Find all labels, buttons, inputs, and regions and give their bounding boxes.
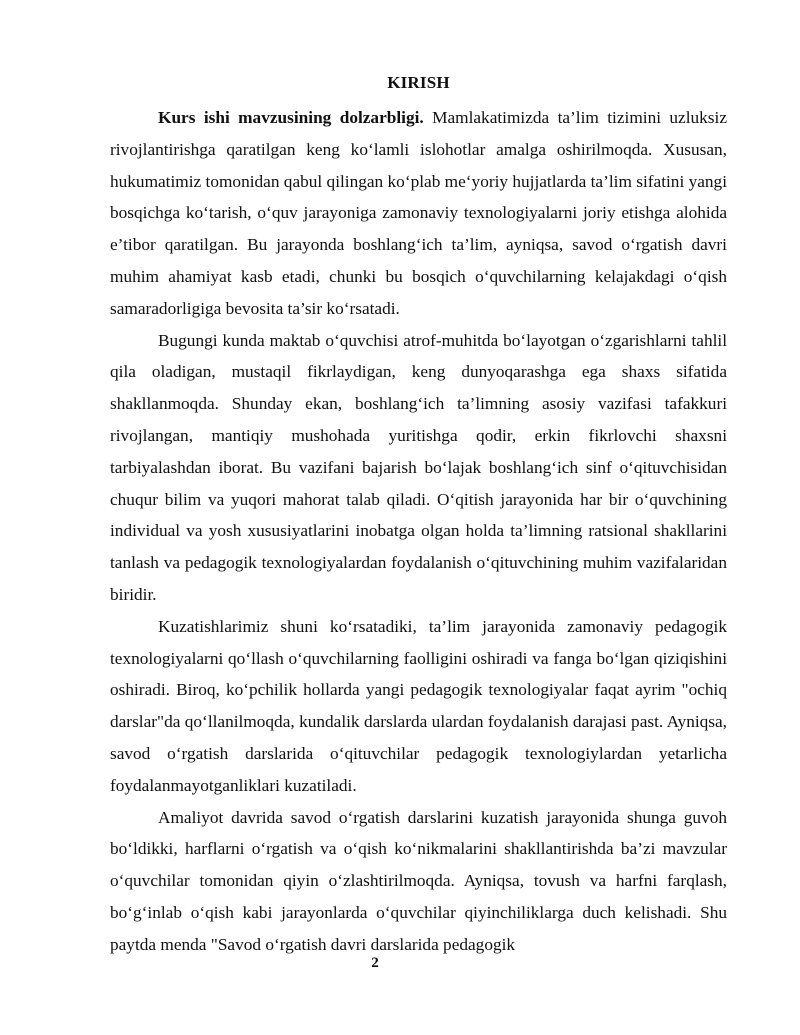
paragraph-text: Kuzatishlarimiz shuni ko‘rsatadiki, ta’lim jarayonida zamonaviy pedagogik texnologiyalarni qo‘llash o‘quvchilarning faolligini oshiradi va fanga bo‘lgan qiziqishini oshiradi. Biroq, ko‘pchilik hollarda yangi pedagogik texnologiyalar faqat ayrim "ochiq darslar"da qo‘llanilmoqda, kundalik darslarda ulardan foydalanish darajasi past. Ayniqsa, savod o‘rgatish darslarida o‘qituvchilar pedagogik texnologiylardan yetarlicha foydalanmayotganliklari kuzatiladi. <box>110 616 727 795</box>
paragraph-3 <box>110 611 727 802</box>
paragraph-text: Mamlakatimizda ta’lim tizimini uzluksiz rivojlantirishga qaratilgan keng ko‘lamli islohotlar amalga oshirilmoqda. Xususan, hukumatimiz tomonidan qabul qilingan ko‘plab me‘yoriy hujjatlarda ta’lim sifatini yangi bosqichga ko‘tarish, o‘quv jarayoniga zamonaviy texnologiyalarni joriy etishga alohida e’tibor qaratilgan. Bu jarayonda boshlang‘ich ta’lim, ayniqsa, savod o‘rgatish davri muhim ahamiyat kasb etadi, chunki bu bosqich o‘quvchilarning kelajakdagi o‘qish samaradorligiga bevosita ta’sir ko‘rsatadi. <box>110 108 727 318</box>
document-page <box>110 70 727 961</box>
paragraph-2 <box>110 325 727 611</box>
paragraph-text: Amaliyot davrida savod o‘rgatish darslarini kuzatish jarayonida shunga guvoh bo‘ldikki, harflarni o‘rgatish va o‘qish ko‘nikmalarini shakllantirishda ba’zi mavzular o‘quvchilar tomonidan qiyin o‘zlashtirilmoqda. Ayniqsa, tovush va harfni farqlash, bo‘g‘inlab o‘qish kabi jarayonlarda o‘quvchilar qiyinchiliklarga duch kelishadi. Shu paytda menda "Savod o‘rgatish davri darslarida pedagogik <box>110 807 727 954</box>
page-number: 2 <box>371 955 379 971</box>
paragraph-lead: Kurs ishi mavzusining dolzarbligi. <box>158 108 424 127</box>
paragraph-1 <box>110 102 727 325</box>
paragraph-4 <box>110 802 727 961</box>
section-title: KIRISH <box>387 73 450 92</box>
paragraph-text: Bugungi kunda maktab o‘quvchisi atrof-muhitda bo‘layotgan o‘zgarishlarni tahlil qila oladigan, mustaqil fikrlaydigan, keng dunyoqarashga ega shaxs sifatida shakllanmoqda. Shunday ekan, boshlang‘ich ta’limning asosiy vazifasi tafakkuri rivojlangan, mantiqiy mushohada yuritishga qodir, erkin fikrlovchi shaxsni tarbiyalashdan iborat. Bu vazifani bajarish bo‘lajak boshlang‘ich sinf o‘qituvchisidan chuqur bilim va yuqori mahorat talab qiladi. O‘qitish jarayonida har bir o‘quvchining individual va yosh xususiyatlarini inobatga olgan holda ta’limning ratsional shakllarini tanlash va pedagogik texnologiyalardan foydalanish o‘qituvchining muhim vazifalaridan biridir. <box>110 330 727 604</box>
